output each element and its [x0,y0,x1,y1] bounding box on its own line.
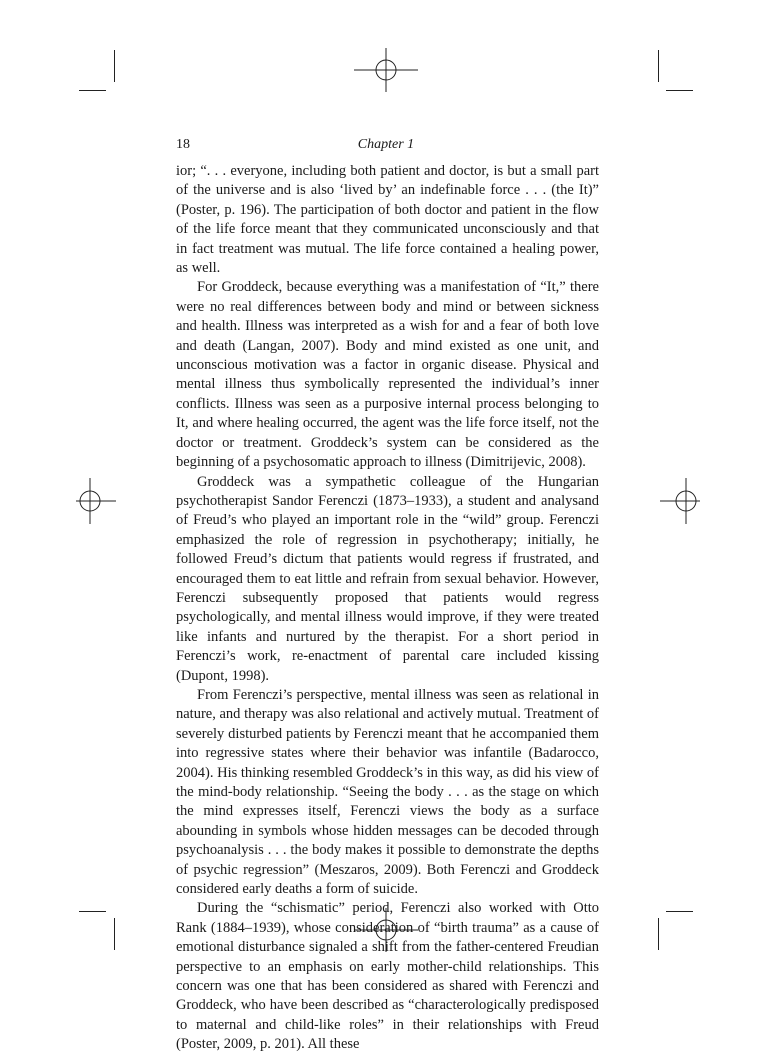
crop-mark [79,911,106,912]
registration-mark-right [660,478,700,524]
page-number: 18 [176,137,190,152]
paragraph: Groddeck was a sympathetic colleague of the Hungarian psychotherapist Sandor Ferenczi (1873–1933), a student and analysand of Freud’s who played an important role in the “wild” group. Ferenczi emphasized the role of regression in psychotherapy; initially, he followed Freud’s dictum that patients would regress if frustrated, and encouraged them to eat little and refrain from sexual behavior. However, Ferenczi subsequently proposed that patients would regress psychologically, and mental illness would improve, if they were treated like infants and nurtured by the therapist. For a short period in Ferenczi’s work, re-enactment of parental care included kissing (Dupont, 1998). [176,473,599,684]
paragraph: During the “schismatic” period, Ferenczi also worked with Otto Rank (1884–1939), whose consideration of “birth trauma” as a cause of emotional disturbance signaled a shift from the father-centered Freudian perspective to an emphasis on early mother-child relationships. This concern was one that has been considered as shared with Ferenczi and Groddeck, who have been described as “characterologically predisposed to maternal and child-like roles” in their relationships with Freud (Poster, 2009, p. 201). All these [176,900,599,1053]
registration-mark-top [354,48,418,92]
body-text [176,162,599,1055]
registration-mark-left [76,478,116,524]
paragraph: ior; “. . . everyone, including both patient and doctor, is but a small part of the universe and is also ‘lived by’ an indefinable force . . . (the It)” (Poster, p. 196). The participation of both doctor and patient in the flow of the life force meant that they communicated unconsciously and that in fact treatment was mutual. The life force contained a healing power, as well. [176,163,599,277]
running-title: Chapter 1 [357,137,415,152]
paragraph: For Groddeck, because everything was a manifestation of “It,” there were no real differences between body and mind or between sickness and health. Illness was interpreted as a wish for and a fear of both love and death (Langan, 2007). Body and mind existed as one unit, and unconscious motivation was a factor in organic disease. Physical and mental illness thus symbolically represented the individual’s inner conflicts. Illness was seen as a purposive internal process belonging to It, and where healing occurred, the agent was the life force itself, not the doctor or treatment. Groddeck’s system can be considered as the beginning of a psychosomatic approach to illness (Dimitrijevic, 2008). [176,279,599,471]
crop-mark [666,911,693,912]
paragraph: From Ferenczi’s perspective, mental illness was seen as relational in nature, and therapy was also relational and actively mutual. Treatment of severely disturbed patients by Ferenczi meant that he accompanied them into regressive states where their behavior was infantile (Badarocco, 2004). His thinking resembled Groddeck’s in this way, as did his view of the mind-body relationship. “Seeing the body . . . as the stage on which the mind expresses itself, Ferenczi views the body as a surface abounding in symbols whose hidden messages can be decoded through psychoanalysis . . . the body makes it possible to demonstrate the depths of psychic regression” (Meszaros, 2009). Both Ferenczi and Groddeck considered early deaths a form of suicide. [176,686,599,898]
crop-mark [658,918,659,950]
crop-mark [114,50,115,82]
crop-mark [79,90,106,91]
crop-mark [658,50,659,82]
crop-mark [666,90,693,91]
crop-mark [114,918,115,950]
